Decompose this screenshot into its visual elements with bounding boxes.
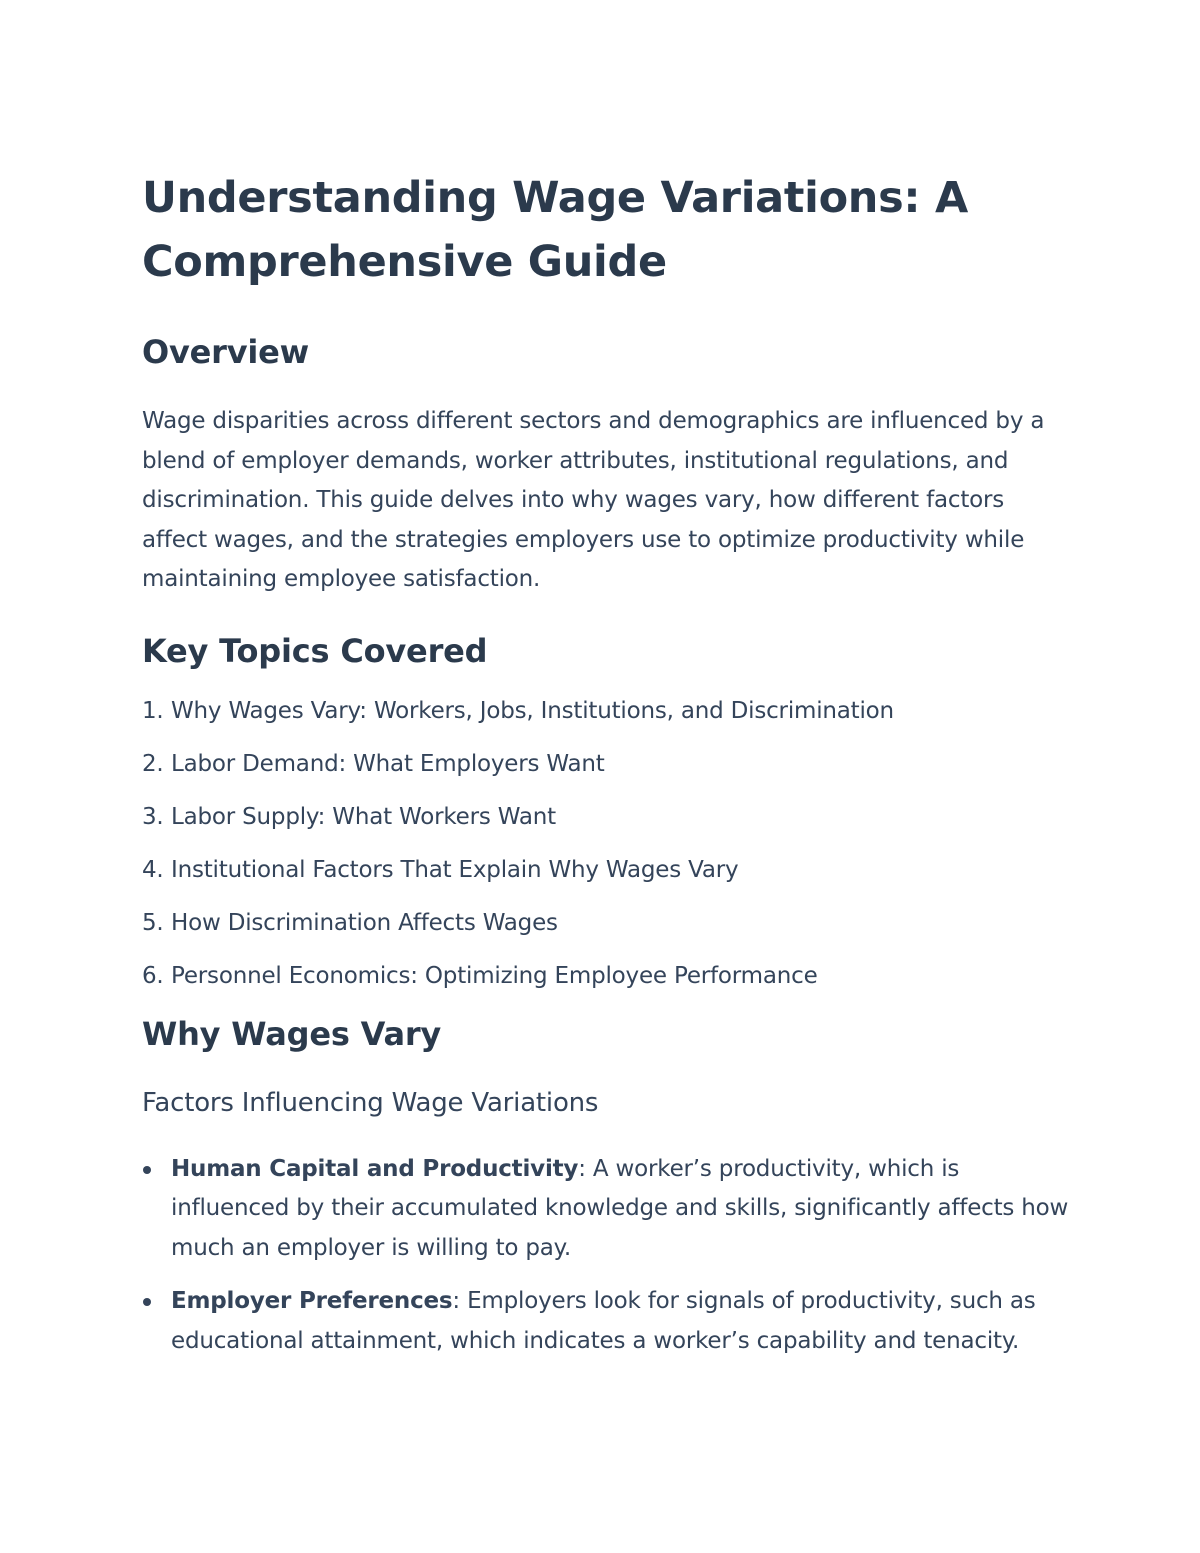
factor-item [142, 1282, 1072, 1361]
factors-subheading: Factors Influencing Wage Variations [142, 1087, 599, 1118]
topic-text: Labor Demand: What Employers Want [171, 750, 605, 777]
factors-list [142, 1150, 1072, 1362]
topic-item [142, 802, 1072, 832]
overview-paragraph: Wage disparities across different sectors and demographics are influenced by a blend of employer demands, worker attributes, institutional regulations, and discrimination. This guide delves into why wages vary, how different factors affect wages, and the strategies employers use to optimize productivity while maintaining employee satisfaction. [142, 408, 1045, 592]
topic-text: Personnel Economics: Optimizing Employee Performance [171, 962, 818, 989]
topic-item [142, 908, 1072, 938]
key-topics-heading: Key Topics Covered [142, 631, 488, 670]
factor-description: : A worker’s productivity, which is influenced by their accumulated knowledge and skills, significantly affects how much an employer is willing to pay. [171, 1155, 1069, 1261]
topic-number: 1. [142, 697, 164, 724]
topic-text: Labor Supply: What Workers Want [171, 803, 556, 830]
topic-text: Institutional Factors That Explain Why Wages Vary [171, 856, 739, 883]
factor-description: : Employers look for signals of productivity, such as educational attainment, which indicates a worker’s capability and tenacity. [171, 1288, 1036, 1354]
why-wages-vary-heading: Why Wages Vary [142, 1014, 442, 1053]
topic-item [142, 855, 1072, 885]
topic-number: 2. [142, 750, 164, 777]
factor-item [142, 1150, 1072, 1269]
overview-heading: Overview [142, 333, 310, 371]
bullet-icon [143, 1298, 151, 1306]
topic-number: 5. [142, 909, 164, 936]
factor-term: Employer Preferences [171, 1288, 453, 1314]
factor-term: Human Capital and Productivity [171, 1155, 579, 1182]
topic-text: Why Wages Vary: Workers, Jobs, Institutions, and Discrimination [171, 697, 894, 724]
document-title: Understanding Wage Variations: A Comprehensive Guide [142, 173, 968, 287]
topic-number: 3. [142, 803, 164, 830]
topic-text: How Discrimination Affects Wages [171, 909, 558, 936]
topic-item [142, 696, 1072, 726]
document-page [142, 166, 1072, 1375]
topic-number: 4. [142, 856, 164, 883]
topic-item [142, 961, 1072, 991]
bullet-icon [143, 1166, 151, 1174]
key-topics-list [142, 696, 1072, 991]
topic-number: 6. [142, 962, 164, 989]
topic-item [142, 749, 1072, 779]
